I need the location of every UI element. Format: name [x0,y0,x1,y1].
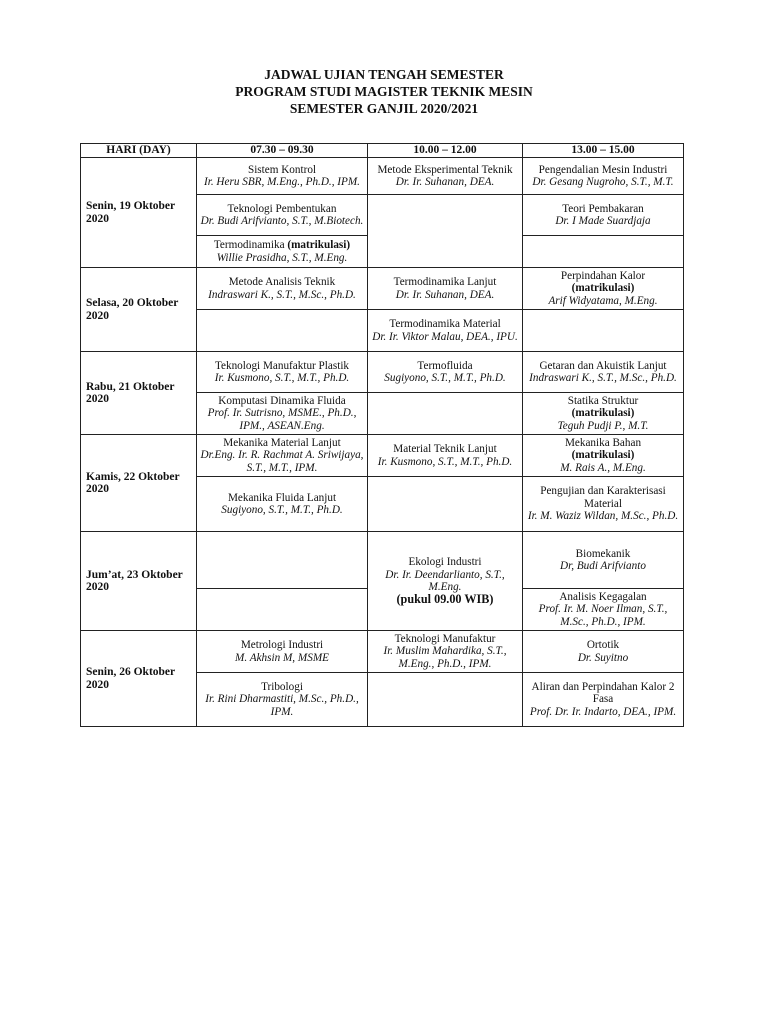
course-name: Termodinamika [213,239,285,252]
empty-cell [197,589,368,631]
lecturer-name: Indraswari K., S.T., M.Sc., Ph.D. [208,288,356,301]
lecturer-name: Ir. Rini Dharmastiti, M.Sc., Ph.D., IPM. [205,693,359,718]
exam-cell [368,268,523,310]
day-cell: Selasa, 20 Oktober 2020 [81,268,197,352]
time-note: (pukul 09.00 WIB) [396,592,494,607]
lecturer-name: Prof. Ir. M. Noer Ilman, S.T., M.Sc., Ph.D., IPM. [538,603,668,628]
exam-cell [523,158,684,195]
exam-cell [523,435,684,477]
lecturer-name: Teguh Pudji P., M.T. [557,419,649,432]
day-cell: Senin, 19 Oktober 2020 [81,158,197,268]
day-cell: Jum’at, 23 Oktober 2020 [81,532,197,631]
lecturer-name: Prof. Dr. Ir. Indarto, DEA., IPM. [529,705,677,718]
course-name: Biomekanik [575,547,631,560]
lecturer-name: Dr. Budi Arifvianto, S.T., M.Biotech. [200,215,364,227]
matrikulasi-note: (matrikulasi) [287,239,351,252]
exam-cell [523,393,684,435]
day-cell: Senin, 26 Oktober 2020 [81,631,197,727]
course-name: Material Teknik Lanjut [393,443,497,456]
table-row [81,532,684,589]
lecturer-name: Dr. Ir. Suhanan, DEA. [395,176,495,188]
exam-cell [197,236,368,268]
course-name: Pengujian dan Karakterisasi Material [540,485,666,510]
exam-cell [523,589,684,631]
exam-cell [523,477,684,532]
exam-cell [197,673,368,727]
table-row [81,631,684,673]
exam-schedule-table [80,143,684,727]
empty-cell [197,310,368,352]
empty-cell [368,393,523,435]
course-name: Aliran dan Perpindahan Kalor 2 Fasa [531,680,675,706]
exam-cell [368,310,523,352]
course-name: Termodinamika Material [389,318,501,331]
table-row [81,158,684,195]
course-name: Teknologi Pembentukan [227,202,337,215]
lecturer-name: Indraswari K., S.T., M.Sc., Ph.D. [529,372,677,384]
empty-cell [197,532,368,589]
lecturer-name: Sugiyono, S.T., M.T., Ph.D. [384,372,506,384]
exam-cell [197,195,368,236]
course-name: Teknologi Manufaktur Plastik [214,359,350,372]
lecturer-name: Dr. Gesang Nugroho, S.T., M.T. [532,176,674,188]
lecturer-name: Dr. I Made Suardjaja [555,215,651,227]
title-line-1: JADWAL UJIAN TENGAH SEMESTER [264,67,504,82]
exam-cell [368,352,523,393]
course-name: Metrologi Industri [240,639,324,652]
exam-cell [368,435,523,477]
course-name: Mekanika Material Lanjut [223,436,341,449]
course-name: Sistem Kontrol [247,163,317,176]
lecturer-name: Prof. Ir. Sutrisno, MSME., Ph.D., IPM., ASEAN.Eng. [207,407,357,432]
course-name: Metode Eksperimental Teknik [377,163,513,176]
exam-cell [368,158,523,195]
exam-cell [197,158,368,195]
exam-cell [523,631,684,673]
header-day: HARI (DAY) [81,144,197,158]
course-name: Mekanika Bahan [564,436,642,449]
matrikulasi-note: (matrikulasi) [571,407,635,420]
empty-cell [368,477,523,532]
exam-cell [523,352,684,393]
course-name: Teknologi Manufaktur [394,632,496,645]
empty-cell [368,673,523,727]
title-line-2: PROGRAM STUDI MAGISTER TEKNIK MESIN [235,84,533,99]
course-name: Teori Pembakaran [562,202,644,215]
lecturer-name: Sugiyono, S.T., M.T., Ph.D. [221,504,343,516]
table-row [81,435,684,477]
course-name: Mekanika Fluida Lanjut [227,491,337,504]
lecturer-name: Dr. Suyitno [577,651,629,664]
course-name: Termofluida [417,359,473,372]
exam-cell [523,268,684,310]
exam-cell [197,352,368,393]
exam-cell [197,268,368,310]
exam-cell [197,435,368,477]
empty-cell [368,195,523,268]
lecturer-name: Ir. Heru SBR, M.Eng., Ph.D., IPM. [204,176,360,188]
lecturer-name: Willie Prasidha, S.T., M.Eng. [216,251,348,264]
lecturer-name: Arif Widyatama, M.Eng. [548,294,658,307]
course-line [200,239,364,251]
course-name: Getaran dan Akuistik Lanjut [539,359,667,372]
table-row [81,268,684,310]
lecturer-name: Dr. Ir. Deendarlianto, S.T., M.Eng. [385,568,505,593]
course-name: Metode Analisis Teknik [228,276,336,289]
exam-cell [523,673,684,727]
course-name: Statika Struktur [567,394,639,407]
exam-cell [368,532,523,631]
course-name: Ekologi Industri [408,556,482,569]
header-row [81,144,684,158]
day-cell: Kamis, 22 Oktober 2020 [81,435,197,532]
header-slot-1: 07.30 – 09.30 [197,144,368,158]
table-row [81,352,684,393]
lecturer-name: Dr, Budi Arifvianto [560,560,646,572]
title-line-3: SEMESTER GANJIL 2020/2021 [289,101,479,116]
lecturer-name: Ir. M. Waziz Wildan, M.Sc., Ph.D. [527,510,679,523]
course-name: Pengendalian Mesin Industri [538,163,668,176]
exam-cell [197,393,368,435]
lecturer-name: Ir. Kusmono, S.T., M.T., Ph.D. [377,455,513,468]
header-slot-2: 10.00 – 12.00 [368,144,523,158]
empty-cell [523,236,684,268]
course-name: Komputasi Dinamika Fluida [218,394,346,407]
lecturer-name: Dr. Ir. Suhanan, DEA. [395,288,495,301]
empty-cell [523,310,684,352]
exam-cell [523,195,684,236]
lecturer-name: M. Rais A., M.Eng. [560,461,646,474]
exam-cell [197,631,368,673]
lecturer-name: Dr. Ir. Viktor Malau, DEA., IPU. [372,330,518,343]
lecturer-name: Dr.Eng. Ir. R. Rachmat A. Sriwijaya, S.T., M.T., IPM. [200,449,364,474]
lecturer-name: Ir. Muslim Mahardika, S.T., M.Eng., Ph.D., IPM. [383,645,507,670]
day-cell: Rabu, 21 Oktober 2020 [81,352,197,435]
matrikulasi-note: (matrikulasi) [571,449,635,462]
exam-cell [368,631,523,673]
matrikulasi-note: (matrikulasi) [571,282,635,295]
course-name: Tribologi [261,680,303,693]
lecturer-name: M. Akhsin M, MSME [235,651,329,664]
course-name: Perpindahan Kalor [560,269,646,282]
header-slot-3: 13.00 – 15.00 [523,144,684,158]
lecturer-name: Ir. Kusmono, S.T., M.T., Ph.D. [214,372,350,384]
course-name: Termodinamika Lanjut [393,276,497,289]
document-title [0,66,768,117]
course-name: Ortotik [586,639,620,652]
course-name: Analisis Kegagalan [559,590,647,603]
exam-cell [197,477,368,532]
exam-cell [523,532,684,589]
